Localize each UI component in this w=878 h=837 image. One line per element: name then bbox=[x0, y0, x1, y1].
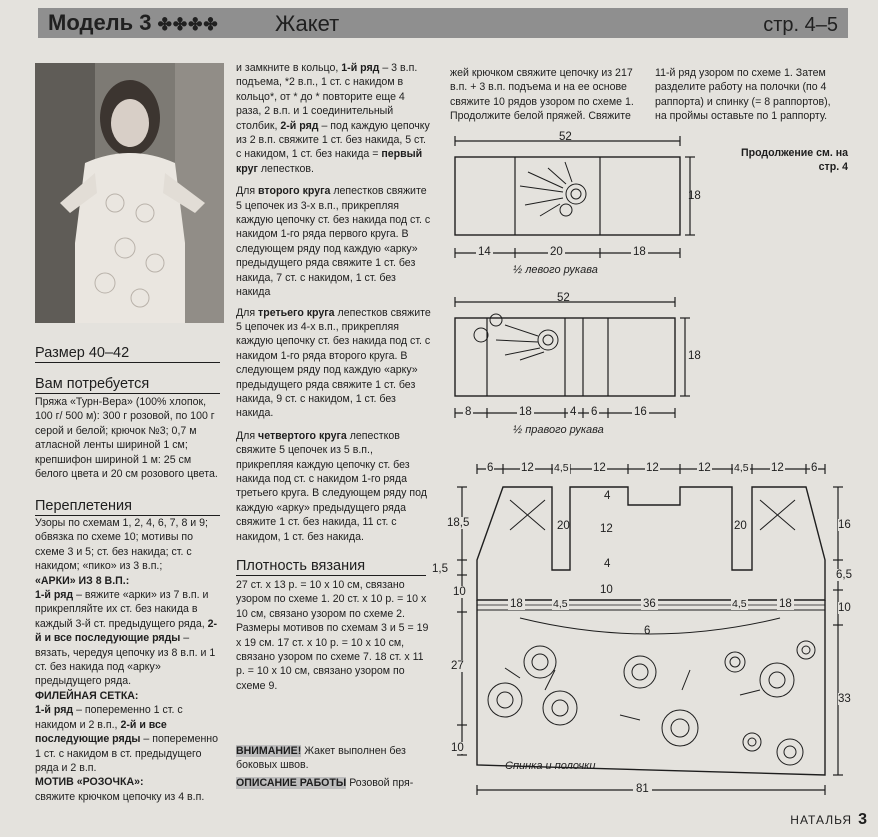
body-left-dim-3: 10 bbox=[453, 586, 466, 598]
body-mid-dim-1: 18 bbox=[510, 598, 523, 610]
right-sleeve-diagram bbox=[455, 297, 690, 418]
body-top-dim-5: 12 bbox=[646, 462, 659, 474]
body-label: Спинка и полочки bbox=[505, 760, 596, 772]
stars-ornament: ✤✤✤✤ bbox=[157, 15, 219, 34]
right-sleeve-label: ½ правого рукава bbox=[513, 424, 604, 436]
note-text: ВНИМАНИЕ! Жакет выполнен без боковых швов. bbox=[236, 745, 406, 772]
body-top-dim-7: 4,5 bbox=[734, 462, 749, 474]
body-left-dim-1: 18,5 bbox=[447, 517, 470, 529]
body-bottom-width: 81 bbox=[633, 783, 652, 795]
right-sleeve-part-4: 6 bbox=[591, 406, 598, 418]
body-top-dim-2: 12 bbox=[521, 462, 534, 474]
right-sleeve-part-3: 4 bbox=[570, 406, 577, 418]
second-circle-text: Для второго круга лепестков свяжите 5 цепочек из 3-х в.п., прикрепляя каждую цепочку ст. без накида под ст. с накидом 1-го ряда первого круга. В следующем ряду под каждую «арку» предыдущего ряда свяжите 1 ст. без накида, 7 ст. с накидом, 1 ст. без накида bbox=[236, 185, 431, 299]
body-mid-dim-4: 4,5 bbox=[732, 598, 747, 610]
body-inner-dim-3: 12 bbox=[600, 523, 613, 535]
gauge-heading: Плотность вязания bbox=[236, 558, 426, 576]
continuation-note: Продолжение см. на стр. 4 bbox=[741, 147, 848, 174]
body-inner-dim-4: 4 bbox=[604, 558, 611, 570]
body-top-dim-8: 12 bbox=[771, 462, 784, 474]
body-inner-dim-6: 20 bbox=[734, 520, 747, 532]
arches-rows: 1-й ряд – вяжите «арки» из 7 в.п. и прикрепляйте их ст. без накида в каждый 3-й ст. предыдущего ряда, 2-й и все последующие ряды – вязать, чередуя цепочку из 8 в.п. и 1 ст. без накида под «арку» предыдущего ряда. bbox=[35, 589, 218, 688]
left-sleeve-part-3: 18 bbox=[633, 246, 646, 258]
garment-title: Жакет bbox=[275, 11, 340, 36]
body-mid-dim-2: 4,5 bbox=[553, 598, 568, 610]
rose-text: свяжите крючком цепочку из 4 в.п. bbox=[35, 790, 205, 803]
right-sleeve-part-2: 18 bbox=[519, 406, 532, 418]
work-description: ОПИСАНИЕ РАБОТЫ Розовой пря- bbox=[236, 777, 414, 789]
magazine-name: НАТАЛЬЯ bbox=[790, 813, 853, 827]
body-top-dim-4: 12 bbox=[593, 462, 606, 474]
materials-text: Пряжа «Турн-Вера» (100% хлопок, 100 г/ 500 м): 300 г розовой, по 100 г серой и белой; крючок №3; 0,7 м атласной ленты шириной 1 см; крепшифон шириной 1 м: 25 см белого цвета и 20 см розового цвета. bbox=[35, 396, 218, 481]
left-sleeve-part-2: 20 bbox=[550, 246, 563, 258]
right-sleeve-width: 52 bbox=[557, 292, 570, 304]
body-left-dim-5: 10 bbox=[451, 742, 464, 754]
left-sleeve-height: 18 bbox=[688, 190, 701, 202]
page-number: 3 bbox=[858, 811, 868, 828]
filet-rows: 1-й ряд – попеременно 1 ст. с накидом и 2 в.п., 2-й и все последующие ряды – попеременно 1 ст. с накидом в ст. предыдущего ряда и 2 в.п. bbox=[35, 704, 219, 774]
page-reference: стр. 4–5 bbox=[763, 14, 838, 36]
body-inner-dim-5: 10 bbox=[600, 584, 613, 596]
gauge-text: 27 ст. х 13 р. = 10 х 10 см, связано узором по схеме 1. 20 ст. х 10 р. = 10 х 10 см, связано узором по схеме 2. Размеры мотивов по схемам 3 и 5 = 19 х 19 см. 17 ст. х 10 р. = 10 х 10 см, связано узором по схеме 7. 18 ст. х 11 р. = 10 х 10 см, связано узором по схеме 9. bbox=[236, 579, 429, 692]
left-sleeve-label: ½ левого рукава bbox=[513, 264, 598, 276]
stitches-list: Узоры по схемам 1, 2, 4, 6, 7, 8 и 9; обвязка по схеме 10; мотивы по схеме 3 и 5; ст. без накида; ст. с накидом; «пико» из 3 в.п.; bbox=[35, 517, 208, 573]
arches-heading: «АРКИ» ИЗ 8 В.П.: bbox=[35, 574, 130, 587]
body-inner-dim-2: 20 bbox=[557, 520, 570, 532]
filet-heading: ФИЛЕЙНАЯ СЕТКА: bbox=[35, 689, 139, 702]
fourth-circle-text: Для четвертого круга лепестков свяжите 5 цепочек из 5 в.п., прикрепляя каждую цепочку ст. без накида под ст. с накидом 1-го ряда третьего круга. В следующем ряду под каждую «арку» предыдущего ряда свяжите 1 ст. без накида, 11 ст. с накидом, 1 ст. без накида. bbox=[236, 429, 427, 543]
work-text-continued: жей крючком свяжите цепочку из 217 в.п. + 3 в.п. подъема и на ее основе свяжите 10 рядов узором по схеме 1. Продолжите белой пряжей. Свяжите bbox=[450, 67, 634, 123]
body-top-dim-3: 4,5 bbox=[554, 462, 569, 474]
first-circle-text: и замкните в кольцо, 1-й ряд – 3 в.п. подъема, *2 в.п., 1 ст. с накидом в кольцо*, от * до * повторите еще 4 раза, 2 в.п. и 1 соединительный столбик, 2-й ряд – под каждую цепочку из 2 в.п. свяжите 1 ст. без накида, 5 ст. с накидом, 1 ст. без накида = первый круг лепестков. bbox=[236, 62, 430, 175]
body-left-dim-2: 1,5 bbox=[432, 563, 448, 575]
size-heading: Размер 40–42 bbox=[35, 345, 220, 363]
body-right-dim-2: 6,5 bbox=[836, 569, 852, 581]
body-inner-dim-1: 4 bbox=[604, 490, 611, 502]
page-footer bbox=[790, 811, 868, 829]
third-circle-text: Для третьего круга лепестков свяжите 5 цепочек из 4-х в.п., прикрепляя каждую цепочку ст. без накида под ст. с накидом 1-го ряда второго круга. В следующем ряду под каждую «арку» предыдущего ряда свяжите 1 ст. без накида, 9 ст. с накидом, 1 ст. без накида. bbox=[236, 306, 431, 420]
body-right-dim-1: 16 bbox=[838, 519, 851, 531]
body-top-dim-1: 6 bbox=[487, 462, 494, 474]
left-sleeve-part-1: 14 bbox=[478, 246, 491, 258]
body-left-dim-4: 27 bbox=[451, 660, 464, 672]
materials-heading: Вам потребуется bbox=[35, 376, 220, 394]
body-right-dim-3: 10 bbox=[838, 602, 851, 614]
work-text-end: 11-й ряд узором по схеме 1. Затем разделите работу на полочки (по 4 раппорта) и спинку (= 8 раппортов), на проймы оставьте по 1 раппорту. bbox=[655, 67, 831, 123]
stitches-heading: Переплетения bbox=[35, 498, 220, 516]
body-mid-dim-3: 36 bbox=[643, 598, 656, 610]
rose-heading: МОТИВ «РОЗОЧКА»: bbox=[35, 776, 144, 789]
body-top-dim-9: 6 bbox=[811, 462, 818, 474]
body-top-dim-6: 12 bbox=[698, 462, 711, 474]
right-sleeve-part-1: 8 bbox=[465, 406, 472, 418]
body-mid-dim-5: 18 bbox=[779, 598, 792, 610]
right-sleeve-height: 18 bbox=[688, 350, 701, 362]
body-right-dim-4: 33 bbox=[838, 693, 851, 705]
right-sleeve-part-5: 16 bbox=[634, 406, 647, 418]
body-neck-dim: 6 bbox=[644, 625, 651, 637]
model-title: Модель 3 ✤✤✤✤ bbox=[48, 10, 219, 35]
left-sleeve-diagram bbox=[455, 136, 695, 258]
left-sleeve-width: 52 bbox=[559, 131, 572, 143]
